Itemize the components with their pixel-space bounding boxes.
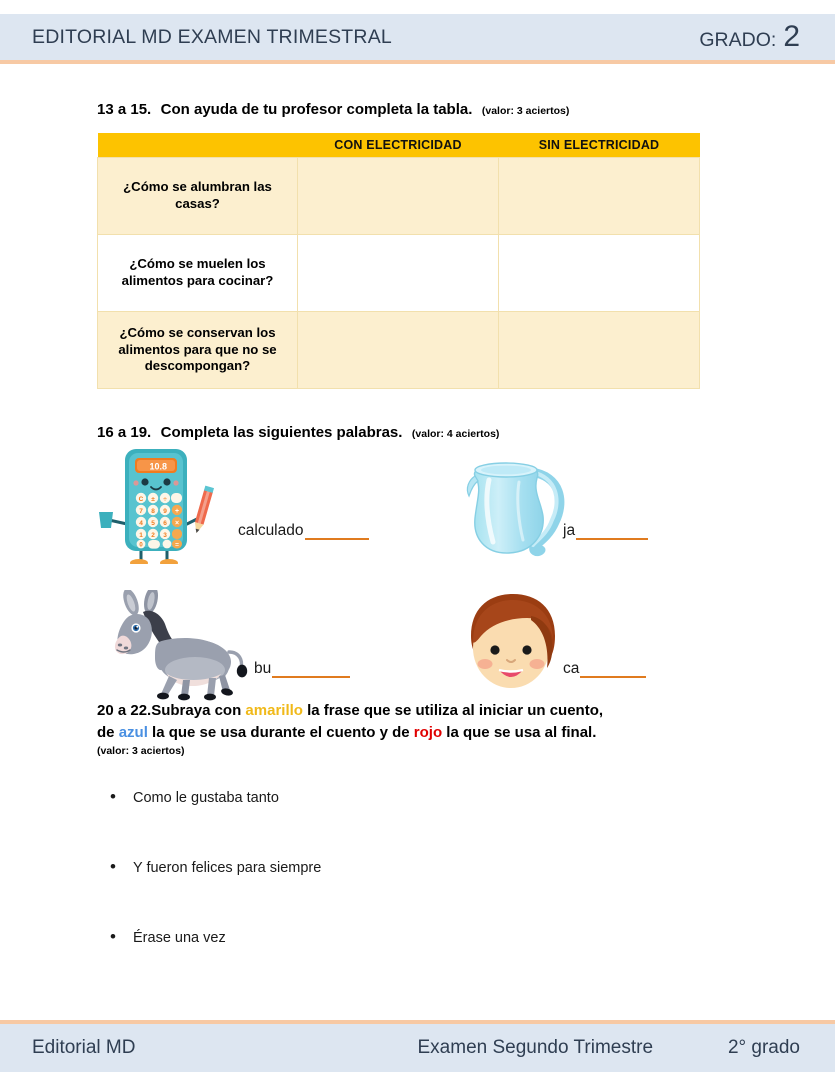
table-header-row [98, 133, 700, 158]
word-completion-row [97, 584, 747, 714]
svg-text:2: 2 [151, 532, 155, 539]
svg-text:0: 0 [139, 542, 143, 549]
question-16-19-heading [97, 423, 737, 443]
instruction-text-a: Subraya con [151, 702, 246, 719]
table-answer-cell-con[interactable] [298, 312, 499, 389]
page-title: EDITORIAL MD EXAMEN TRIMESTRAL [32, 25, 392, 48]
color-word-azul: azul [118, 723, 148, 741]
list-item[interactable]: • Y fueron felices para siempre [104, 860, 704, 930]
electricity-table-wrapper [97, 133, 699, 389]
word-item-bu [97, 584, 397, 714]
question-13-15-value: (valor: 3 aciertos) [481, 105, 570, 117]
electricity-table [97, 133, 700, 389]
table-head [98, 133, 700, 158]
svg-text:=: = [175, 541, 179, 549]
donkey-image [103, 590, 253, 707]
table-answer-cell-con[interactable] [298, 235, 499, 312]
word-prefix: calculado [238, 522, 304, 539]
table-body [98, 158, 700, 389]
word-item-calculado [97, 446, 397, 576]
question-16-19-number: 16 a 19. [97, 424, 152, 441]
table-row [98, 158, 700, 235]
table-header-sin-electricidad: SIN ELECTRICIDAD [499, 133, 700, 158]
table-answer-cell-sin[interactable] [499, 235, 700, 312]
water-pitcher-image [461, 450, 576, 573]
question-13-15-instruction: Con ayuda de tu profesor completa la tabla. [160, 101, 473, 118]
question-20-22-number: 20 a 22. [97, 702, 152, 719]
question-16-19-value: (valor: 4 aciertos) [411, 428, 500, 440]
story-phrase-list [104, 790, 704, 1000]
word-prefix: ja [563, 522, 576, 539]
svg-text:9: 9 [163, 508, 167, 515]
question-16-19-instruction: Completa las siguientes palabras. [160, 424, 403, 441]
table-header-blank [98, 133, 298, 158]
footer-publisher: Editorial MD [32, 1037, 136, 1058]
word-blank-ca [563, 660, 646, 678]
svg-text:7: 7 [139, 508, 143, 515]
table-question-cell: ¿Cómo se conservan los alimentos para que no se descompongan? [98, 312, 298, 389]
table-row [98, 312, 700, 389]
grade-label: GRADO: [699, 29, 777, 51]
svg-text:3: 3 [163, 532, 167, 539]
word-blank-ja [563, 522, 648, 540]
word-completion-grid [97, 446, 747, 714]
grade-value: 2 [783, 20, 800, 53]
svg-text:+: + [174, 508, 180, 515]
svg-text:6: 6 [163, 520, 167, 527]
question-20-22-value: (valor: 3 aciertos) [97, 744, 185, 757]
word-blank-calculado [238, 522, 369, 540]
table-answer-cell-sin[interactable] [499, 312, 700, 389]
answer-blank[interactable] [580, 663, 646, 678]
table-header-con-electricidad: CON ELECTRICIDAD [298, 133, 499, 158]
question-20-22-line2 [97, 722, 767, 744]
svg-text:5: 5 [151, 520, 155, 527]
table-question-cell: ¿Cómo se muelen los alimentos para cocinar? [98, 235, 298, 312]
word-completion-row [97, 446, 747, 576]
color-word-amarillo: amarillo [245, 702, 303, 719]
word-prefix: bu [254, 660, 272, 677]
answer-blank[interactable] [305, 525, 369, 540]
footer-exam-title: Examen Segundo Trimestre [417, 1037, 654, 1058]
calculator-character-image [97, 446, 217, 569]
footer-grade: 2° grado [727, 1037, 800, 1058]
svg-text:1: 1 [139, 532, 143, 539]
instruction-text-c: de [97, 723, 119, 741]
instruction-text-d: la que se usa durante el cuento y de [147, 723, 414, 741]
svg-text:C: C [138, 496, 144, 503]
word-prefix: ca [563, 660, 580, 677]
table-answer-cell-sin[interactable] [499, 158, 700, 235]
svg-text:4: 4 [139, 520, 143, 527]
instruction-text-b: la frase que se utiliza al iniciar un cuento, [302, 702, 604, 719]
color-word-rojo: rojo [413, 723, 443, 741]
question-20-22-line1 [97, 700, 767, 722]
question-13-15-number: 13 a 15. [97, 101, 152, 118]
list-item[interactable]: • Como le gustaba tanto [104, 790, 704, 860]
page-footer [0, 1020, 835, 1072]
grade-indicator [699, 22, 800, 52]
word-item-ca [447, 584, 747, 714]
boy-face-image [461, 592, 565, 697]
list-item[interactable]: • Érase una vez [104, 930, 704, 1000]
question-20-22-heading [97, 700, 767, 757]
table-answer-cell-con[interactable] [298, 158, 499, 235]
question-13-15-heading [97, 100, 717, 120]
svg-text:±: ± [151, 496, 155, 503]
svg-text:×: × [174, 520, 180, 527]
answer-blank[interactable] [272, 663, 350, 678]
word-blank-bu [254, 660, 350, 678]
svg-text:÷: ÷ [163, 496, 167, 503]
answer-blank[interactable] [576, 525, 648, 540]
table-row [98, 235, 700, 312]
svg-text:10.8: 10.8 [149, 461, 167, 472]
page-header [0, 14, 835, 64]
instruction-text-e: la que se usa al final. [442, 723, 597, 741]
word-item-ja [447, 446, 747, 576]
svg-text:8: 8 [151, 508, 155, 515]
table-question-cell: ¿Cómo se alumbran las casas? [98, 158, 298, 235]
